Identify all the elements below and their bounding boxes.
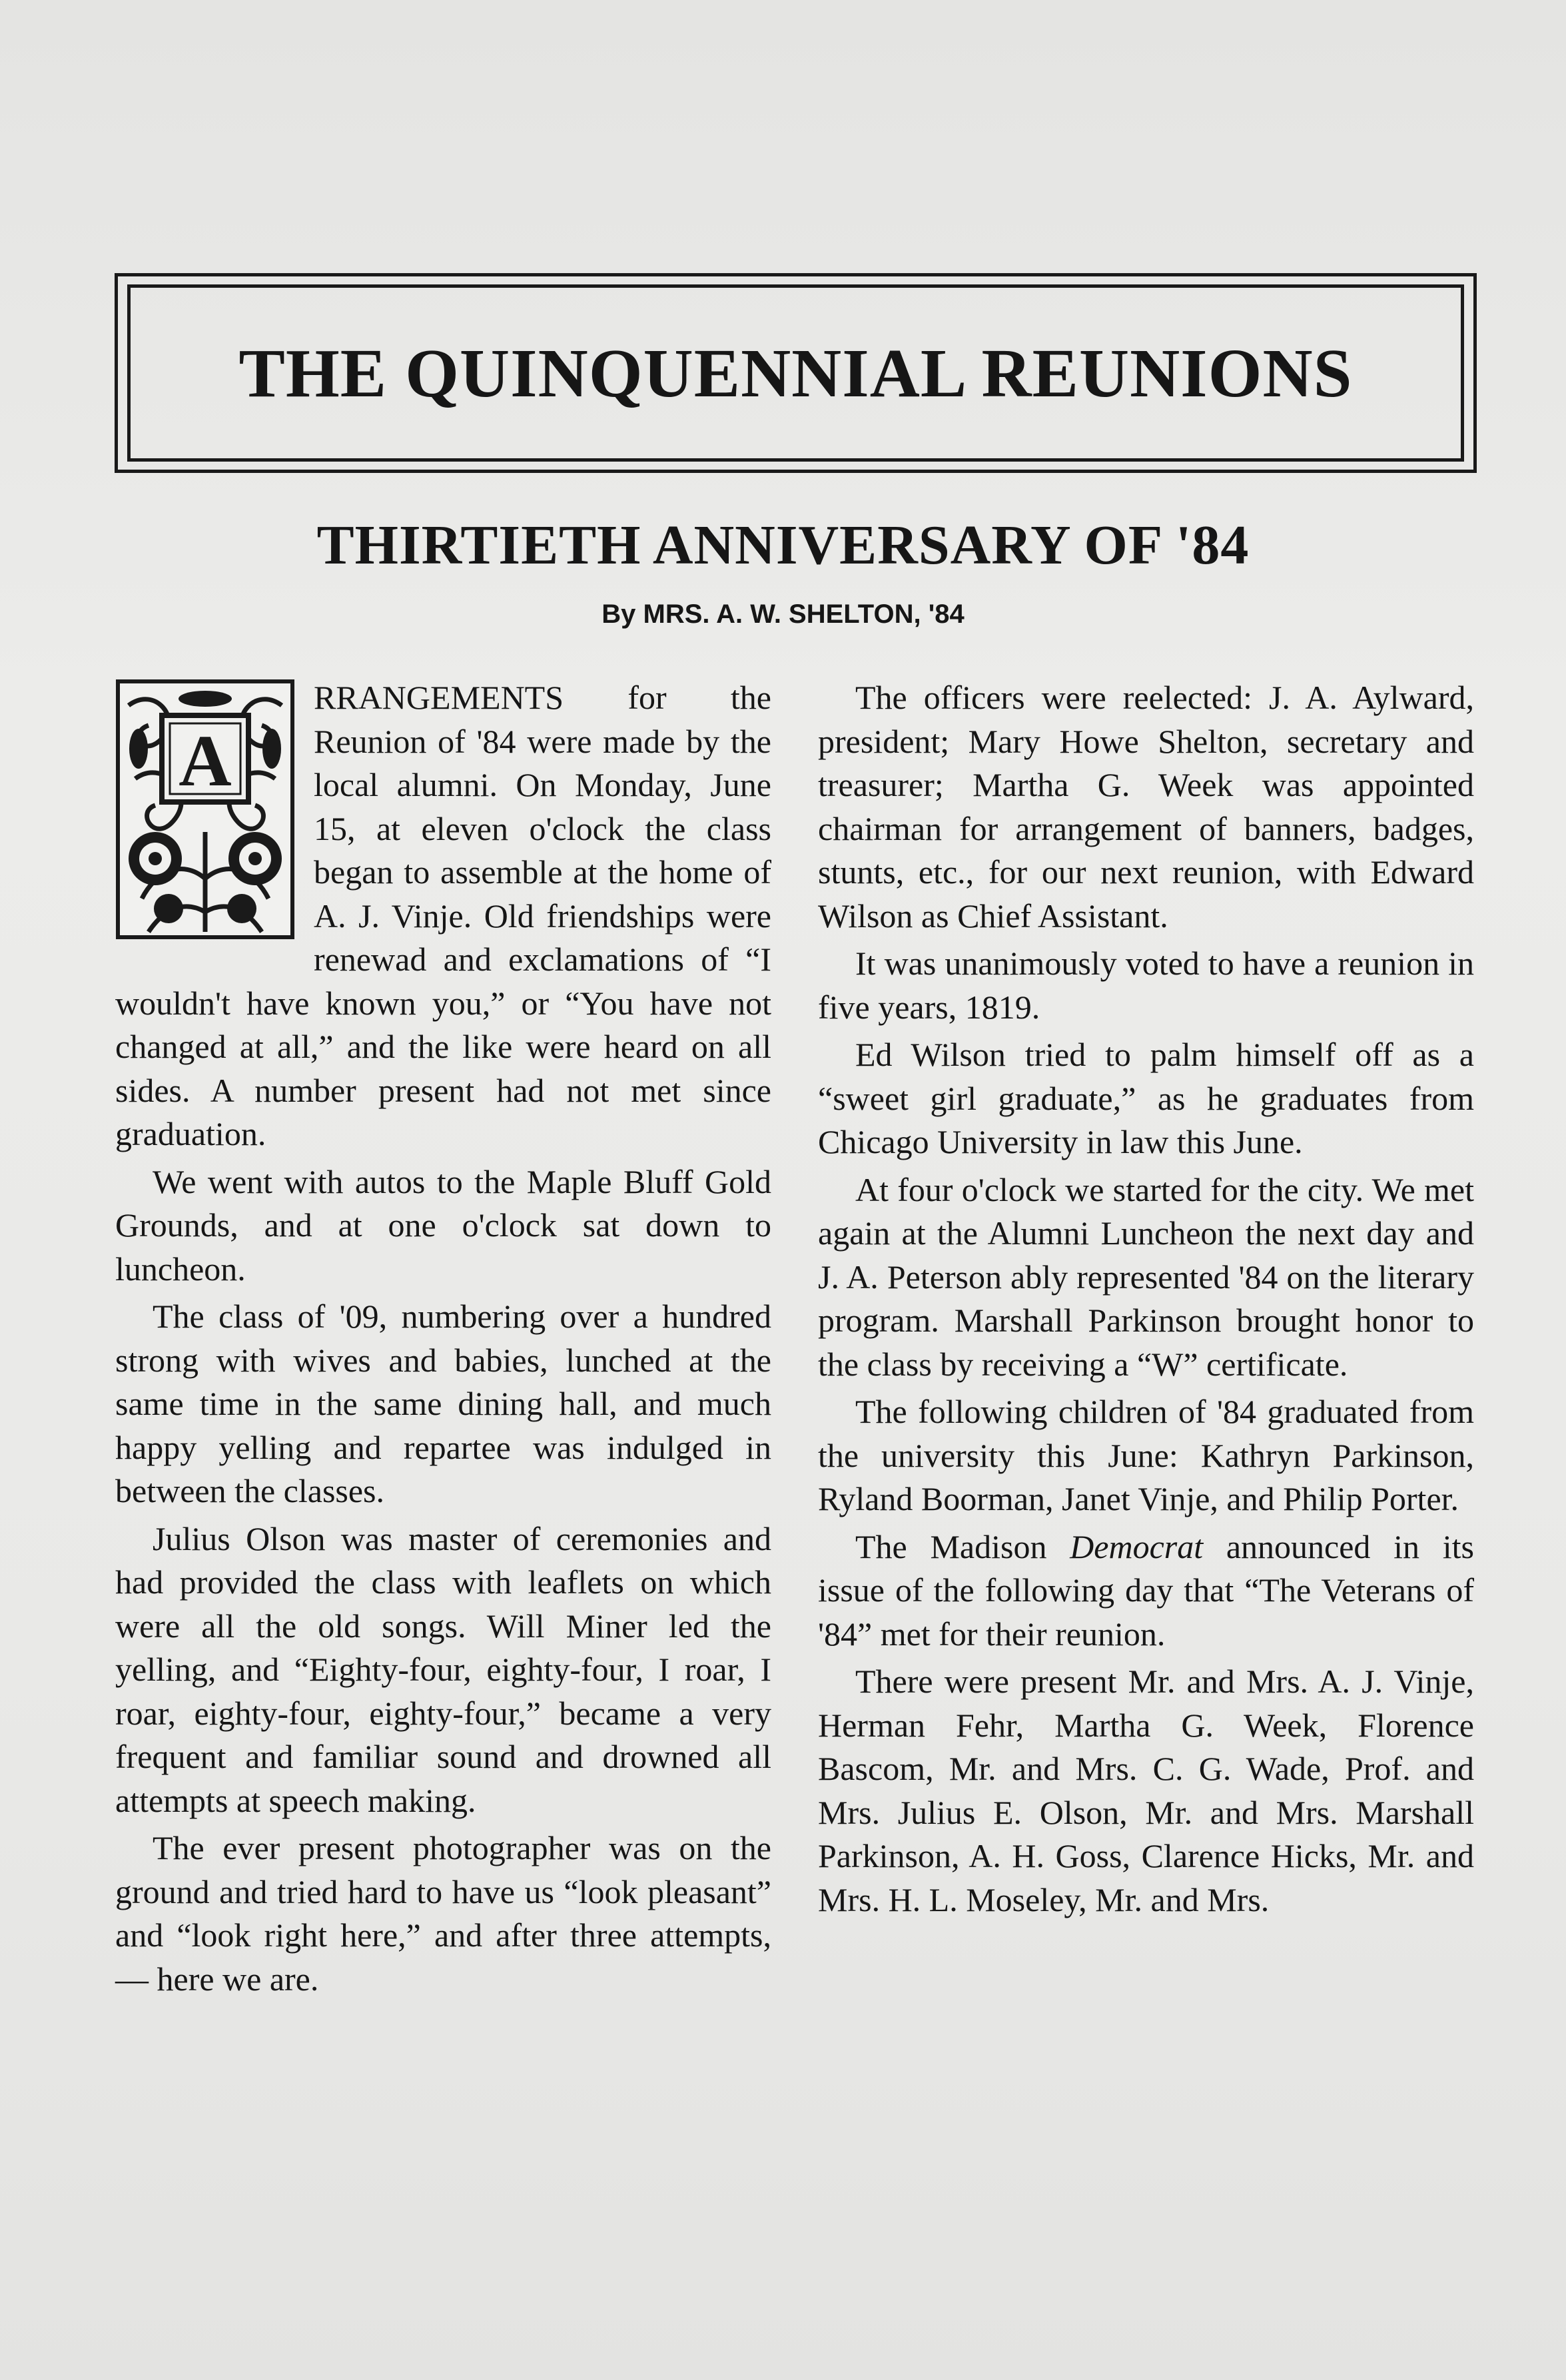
paragraph: The following children of '84 graduated from the university this June: Kathryn Parkinson, Ryland Boorman, Janet Vinje, and Philip Porter. <box>818 1393 1474 1517</box>
paragraph-democrat <box>818 1525 1474 1657</box>
drop-cap-letter: A <box>179 720 232 801</box>
paragraph: Ed Wilson tried to palm himself off as a “sweet girl graduate,” as he graduates from Chicago University in law this June. <box>818 1036 1474 1160</box>
paragraph: The officers were reelected: J. A. Aylward, president; Mary Howe Shelton, secretary and treasurer; Martha G. Week was appointed chairman for arrangement of banners, badges, stunts, etc., for our next reunion, with Edward Wilson as Chief Assistant. <box>818 679 1474 935</box>
title-frame-inner <box>127 284 1464 462</box>
left-column <box>115 676 771 2001</box>
paragraph-text: The Madison Democrat announced in its issue of the following day that “The Veterans of '84” met for their reunion. <box>818 1527 1474 1653</box>
paragraph: We went with autos to the Maple Bluff Gold Grounds, and at one o'clock sat down to luncheon. <box>115 1162 771 1288</box>
paragraph: There were present Mr. and Mrs. A. J. Vinje, Herman Fehr, Martha G. Week, Florence Bascom, Mr. and Mrs. C. G. Wade, Prof. and Mrs. Julius E. Olson, Mr. and Mrs. Marshall Parkinson, A. H. Goss, Clarence Hicks, Mr. and Mrs. H. L. Moseley, Mr. and Mrs. <box>818 1663 1474 1918</box>
ornamental-drop-cap-icon <box>115 679 295 940</box>
paragraph: The class of '09, numbering over a hundred strong with wives and babies, lunched at the same time in the same dining hall, and much happy yelling and repartee was indulged in between the classes. <box>115 1298 771 1509</box>
right-column <box>818 676 1474 1922</box>
paragraph: Julius Olson was master of ceremonies and had provided the class with leaflets on which were all the old songs. Will Miner led the yelling, and “Eighty-four, eighty-four, I roar, I roar, eighty-four, eighty-four,” became a very frequent and familiar sound and drowned all attempts at speech making. <box>115 1519 771 1819</box>
article-byline: By MRS. A. W. SHELTON, '84 <box>601 599 965 629</box>
paragraph: At four o'clock we started for the city. We met again at the Alumni Luncheon the next day and J. A. Peterson ably represented '84 on the literary program. Marshall Parkinson brought honor to the class by receiving a “W” certificate. <box>818 1170 1474 1383</box>
paragraph-text: RRANGEMENTS for the Reunion of '84 were made by the local alumni. On Monday, June 15, at eleven o'clock the class began to assemble at the home of A. J. Vinje. Old friendships were renewad and exclamations of “I wouldn't have known you,” or “You have not changed at all,” and the like were heard on all sides. A number present had not met since graduation. <box>115 679 771 1152</box>
newspaper-name: Democrat <box>1070 1527 1204 1565</box>
article-title: THE QUINQUENNIAL REUNIONS <box>238 334 1353 412</box>
paragraph <box>115 676 771 1156</box>
paragraph: It was unanimously voted to have a reunion in five years, 1819. <box>818 945 1474 1026</box>
article-subtitle: THIRTIETH ANNIVERSARY OF '84 <box>316 514 1250 576</box>
paragraph: The ever present photographer was on the ground and tried hard to have us “look pleasant” and “look right here,” and after three attempts, — here we are. <box>115 1829 771 1998</box>
title-frame <box>115 273 1477 473</box>
